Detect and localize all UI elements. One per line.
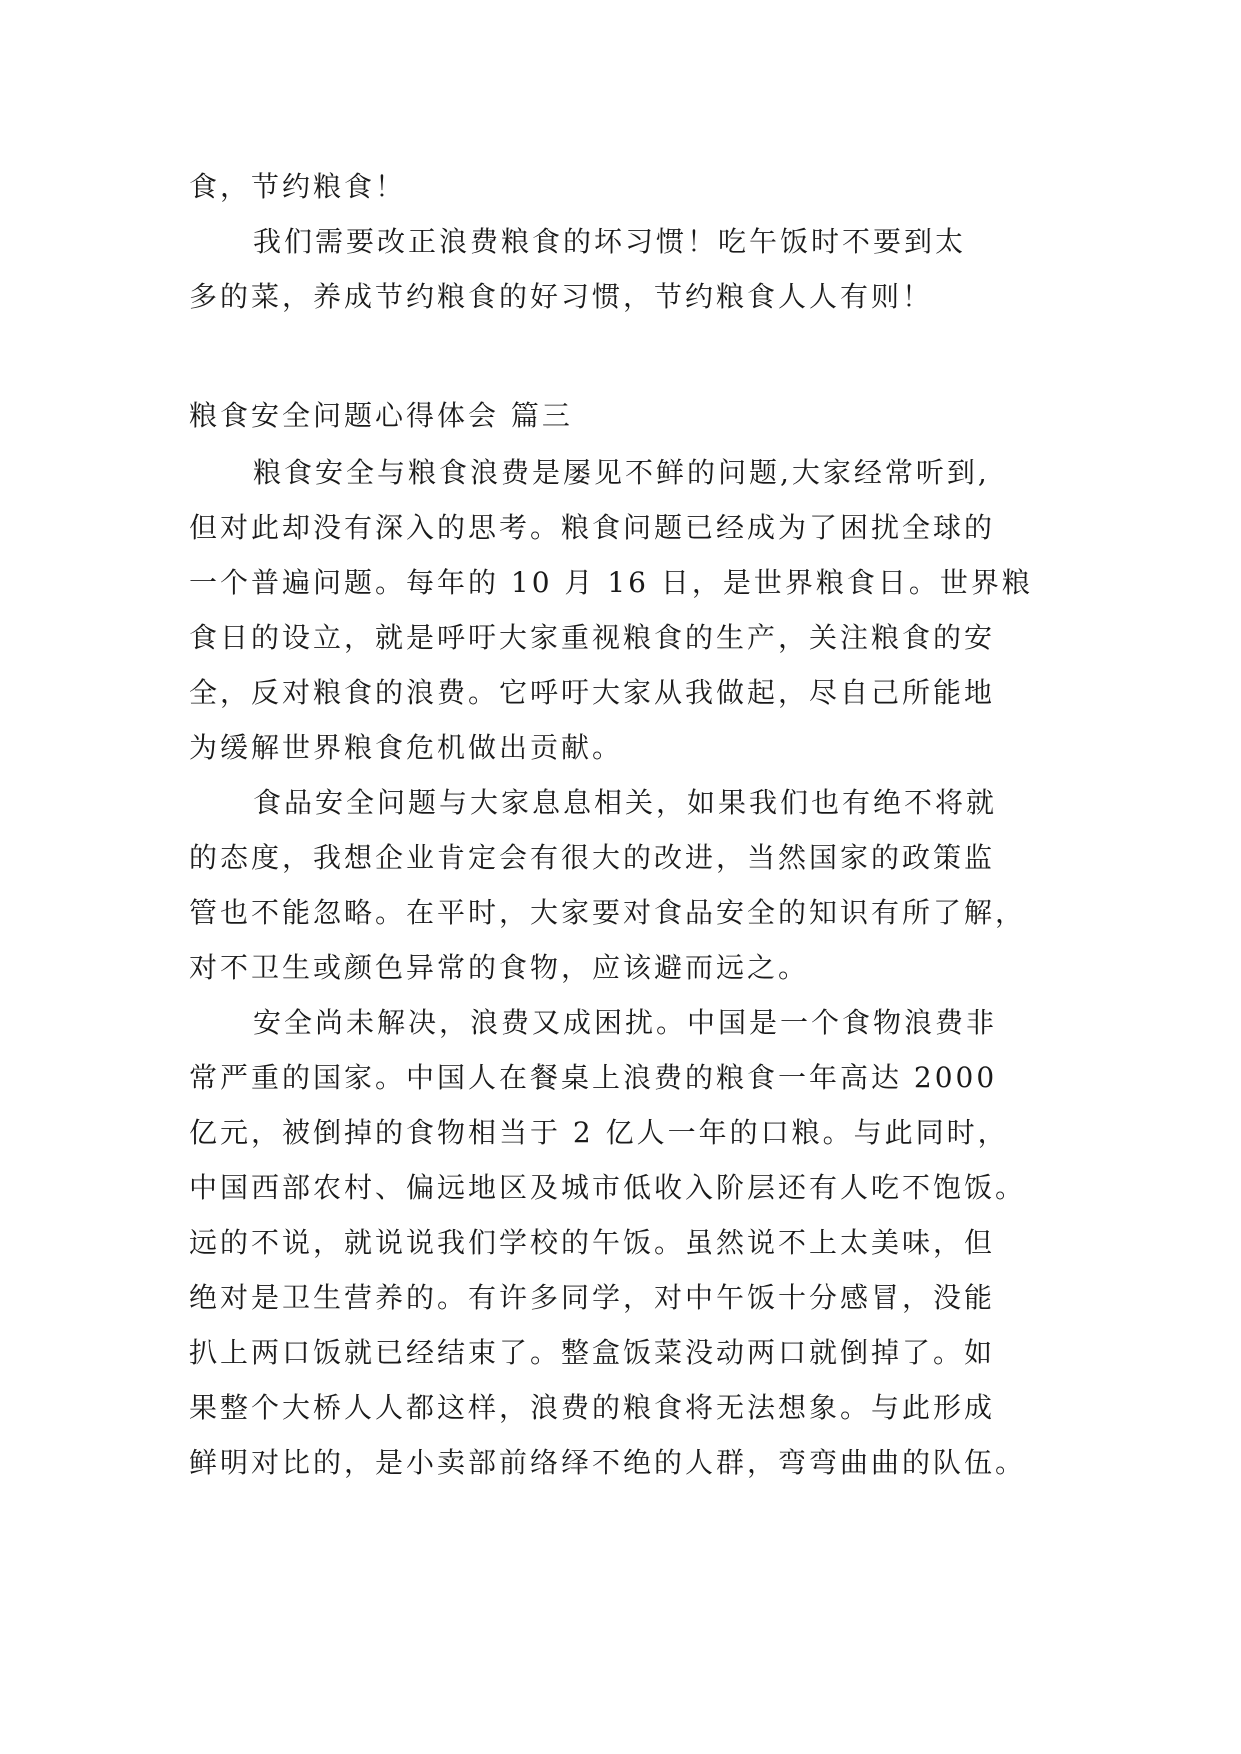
text-line: 安全尚未解决，浪费又成困扰。中国是一个食物浪费非	[253, 1006, 998, 1039]
paragraph-3	[189, 995, 1069, 1490]
text-line: 管也不能忽略。在平时，大家要对食品安全的知识有所了解，	[189, 896, 1027, 929]
paragraph-2	[189, 775, 1069, 995]
intro-text	[189, 159, 1069, 324]
text-line: 常严重的国家。中国人在餐桌上浪费的粮食一年高达 2000	[189, 1061, 998, 1094]
section-title: 粮食安全问题心得体会 篇三	[189, 399, 573, 432]
text-line: 全，反对粮食的浪费。它呼吁大家从我做起，尽自己所能地	[189, 676, 996, 709]
paragraph-1	[189, 445, 1069, 775]
text-line: 我们需要改正浪费粮食的坏习惯！吃午饭时不要到太	[253, 225, 967, 258]
text-line: 但对此却没有深入的思考。粮食问题已经成为了困扰全球的	[189, 511, 996, 544]
text-line: 为缓解世界粮食危机做出贡献。	[189, 731, 624, 764]
text-line: 食日的设立，就是呼吁大家重视粮食的生产，关注粮食的安	[189, 621, 996, 654]
section-body	[189, 387, 1069, 1490]
text-line: 绝对是卫生营养的。有许多同学，对中午饭十分感冒，没能	[189, 1281, 996, 1314]
text-line: 的态度，我想企业肯定会有很大的改进，当然国家的政策监	[189, 841, 996, 874]
text-line: 中国西部农村、偏远地区及城市低收入阶层还有人吃不饱饭。	[189, 1171, 1027, 1204]
text-line: 果整个大桥人人都这样，浪费的粮食将无法想象。与此形成	[189, 1391, 996, 1424]
text-line: 粮食安全与粮食浪费是屡见不鲜的问题,大家经常听到,	[253, 456, 990, 489]
text-line: 鲜明对比的，是小卖部前络绎不绝的人群，弯弯曲曲的队伍。	[189, 1446, 1027, 1479]
text-line: 扒上两口饭就已经结束了。整盒饭菜没动两口就倒掉了。如	[189, 1336, 996, 1369]
text-line: 一个普遍问题。每年的 10 月 16 日，是世界粮食日。世界粮	[189, 566, 1033, 599]
text-line: 远的不说，就说说我们学校的午饭。虽然说不上太美味，但	[189, 1226, 996, 1259]
text-line: 亿元，被倒掉的食物相当于 2 亿人一年的口粮。与此同时，	[189, 1116, 1009, 1149]
text-line: 对不卫生或颜色异常的食物，应该避而远之。	[189, 951, 810, 984]
text-line: 多的菜，养成节约粮食的好习惯，节约粮食人人有则！	[189, 280, 934, 313]
text-line: 食，节约粮食！	[189, 170, 407, 203]
text-line: 食品安全问题与大家息息相关，如果我们也有绝不将就	[253, 786, 998, 819]
